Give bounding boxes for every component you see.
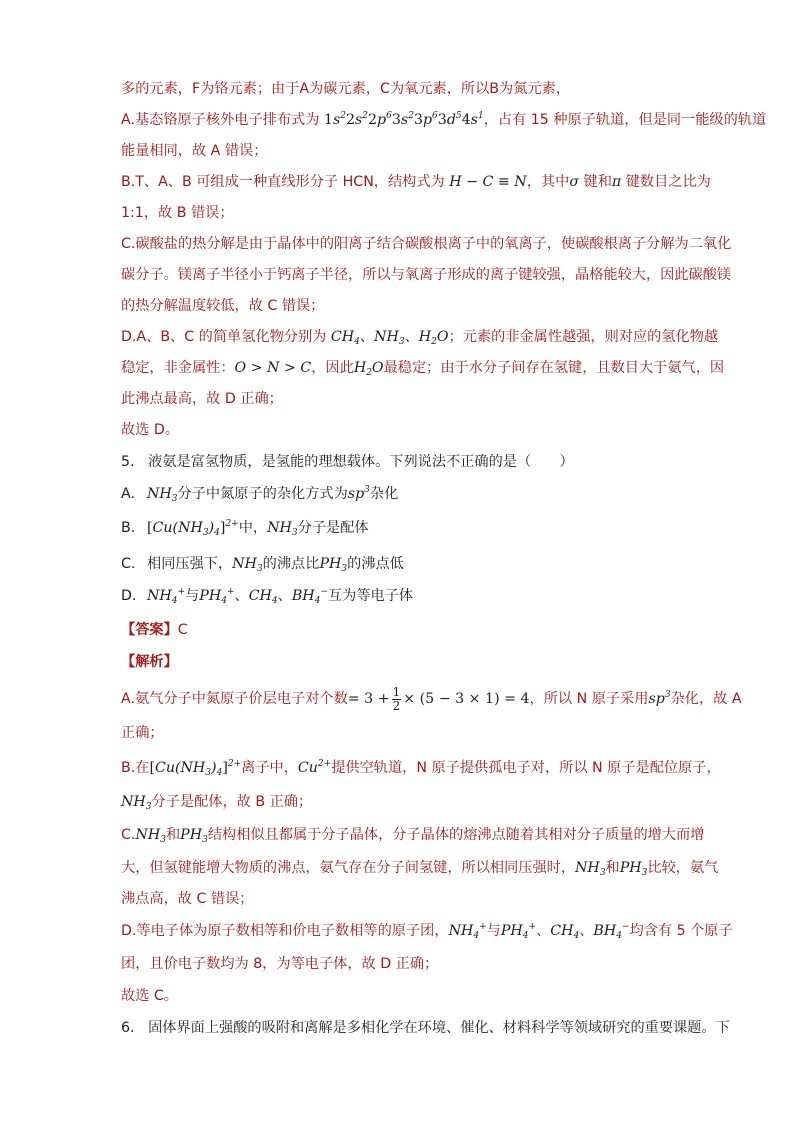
analysis-text: 故选 D。 (121, 422, 179, 438)
formula: $CH_4$ (248, 588, 278, 606)
question-5-stem (121, 451, 574, 473)
formula: $NH_3$ (121, 794, 152, 812)
analysis-text: 比较，氨气 (647, 860, 719, 876)
analysis-text: ，所以 N 原子采用 (529, 691, 649, 707)
formula: $NH_3$ (267, 520, 298, 538)
option-text: 互为等电子体 (327, 588, 414, 604)
analysis-line (121, 233, 731, 255)
analysis-line-b (121, 757, 721, 779)
option-text: 分子中氮原子的杂化方式为 (177, 486, 348, 502)
analysis-text: 杂化，故 A (670, 691, 742, 707)
analysis-text: 均含有 5 个原子 (629, 923, 733, 939)
analysis-line (121, 985, 178, 1007)
formula: $NH_3$ (374, 329, 405, 347)
analysis-text: 和 (165, 827, 181, 843)
option-label: A. (121, 486, 135, 502)
formula: $NH_4^+$ (448, 922, 487, 941)
analysis-heading (121, 651, 178, 673)
option-b (121, 517, 369, 539)
analysis-line (121, 357, 724, 379)
analysis-text: 最稳定；由于水分子间存在氢键，且数目大于氨气，因 (383, 360, 725, 376)
analysis-text: D.等电子体为原子数相等和价电子数相等的原子团， (121, 923, 449, 939)
formula: σ (569, 174, 579, 190)
analysis-text: 和 (605, 860, 620, 876)
question-text: 固体界面上强酸的吸附和离解是多相化学在环境、催化、材料科学等领域研究的重要课题。下 (148, 1020, 730, 1036)
separator: 、 (277, 588, 292, 604)
analysis-text: A.基态铬原子核外电子排布式为 (121, 112, 324, 128)
separator: 、 (579, 923, 594, 939)
formula: $H_2O$ (418, 329, 449, 347)
analysis-text: 正确； (121, 725, 164, 741)
analysis-text: D.A、B、C 的简单氢化物分别为 (121, 329, 331, 345)
formula: $sp^3$ (648, 690, 671, 707)
analysis-line (121, 791, 312, 813)
analysis-text: 大，但氢键能增大物质的沸点，氨气存在分子间氢键，所以相同压强时， (121, 860, 576, 876)
formula: $Cu^{2+}$ (297, 759, 332, 776)
formula: $NH_3$ (135, 827, 166, 845)
analysis-line (121, 419, 179, 441)
analysis-text: 键数目之比为 (621, 174, 711, 190)
option-text: 相同压强下， (147, 556, 233, 572)
analysis-line-a (121, 685, 742, 713)
analysis-text: B.在 (121, 760, 150, 776)
analysis-line (121, 857, 718, 879)
analysis-line-b (121, 171, 711, 193)
analysis-label: 【解析】 (121, 654, 178, 670)
separator: 、 (536, 923, 551, 939)
analysis-line-d (121, 920, 733, 942)
analysis-line (121, 722, 164, 744)
analysis-line (121, 140, 267, 162)
question-6-stem (121, 1017, 730, 1039)
analysis-text: 多的元素，F为铬元素；由于A为碳元素，C为氧元素，所以B为氮元素， (121, 81, 570, 97)
answer-line (121, 619, 188, 641)
analysis-text: 稳定，非金属性： (121, 360, 235, 376)
option-label: D. (121, 588, 137, 604)
formula: π (611, 174, 622, 190)
analysis-text: 与 (486, 923, 501, 939)
formula: $PH_3$ (619, 860, 648, 878)
answer-label: 【答案】 (121, 622, 178, 638)
analysis-line (121, 388, 283, 410)
analysis-text: B.T、A、B 可组成一种直线形分子 HCN，结构式为 (121, 174, 450, 190)
option-label: C. (121, 556, 136, 572)
formula: $NH_4^+$ (147, 587, 186, 606)
formula: $1s^22s^22p^63s^23p^63d^54s^1$ (323, 111, 484, 128)
analysis-text: 键和 (579, 174, 612, 190)
question-number: 5. (121, 454, 135, 470)
analysis-line (121, 78, 570, 100)
analysis-line (121, 295, 324, 317)
analysis-line (121, 953, 438, 975)
formula: $NH_3$ (575, 860, 606, 878)
analysis-text: 提供空轨道，N 原子提供孤电子对，所以 N 原子是配位原子， (331, 760, 721, 776)
formula: $CH_4$ (550, 923, 580, 941)
formula: = 3 + $\frac{1}{2}$ × (5 − 3 × 1) = 4 (347, 684, 530, 713)
analysis-text: 故选 C。 (121, 988, 178, 1004)
option-text: 的沸点比 (262, 556, 320, 572)
analysis-text: 分子是配体，故 B 正确； (151, 794, 313, 810)
analysis-text: ，其中 (526, 174, 570, 190)
analysis-text: ，因此 (311, 360, 354, 376)
question-text: 液氨是富氢物质，是氢能的理想载体。下列说法不正确的是（ ） (148, 454, 574, 470)
analysis-text: 此沸点最高，故 D 正确； (121, 391, 283, 407)
option-text: 杂化 (369, 486, 399, 502)
analysis-line (121, 202, 234, 224)
analysis-line (121, 264, 731, 286)
formula: $[Cu(NH_3)_4]^{2+}$ (149, 759, 242, 778)
analysis-line-c (121, 824, 704, 846)
formula: $NH_3$ (147, 486, 178, 504)
analysis-text: 离子中， (241, 760, 298, 776)
option-text: 与 (185, 588, 200, 604)
formula: O > N > C (234, 360, 312, 376)
formula: H − C ≡ N (449, 174, 527, 190)
option-c (121, 553, 404, 575)
analysis-text: 能量相同，故 A 错误； (121, 143, 268, 159)
analysis-text: 沸点高，故 C 错误； (121, 891, 254, 907)
formula: $BH_4^-$ (593, 922, 630, 941)
question-number: 6. (121, 1020, 135, 1036)
analysis-text: A.氨气分子中氮原子价层电子对个数 (121, 691, 348, 707)
option-d (121, 585, 413, 607)
option-label: B. (121, 520, 136, 536)
answer-value: C (177, 622, 188, 638)
formula: $PH_3$ (180, 827, 208, 845)
formula: $sp^3$ (347, 485, 370, 502)
separator: 、 (234, 588, 249, 604)
formula: $PH_4^+$ (500, 922, 537, 941)
analysis-line-d: D.A、B、C 的简单氢化物分别为 $CH_4$、$NH_3$、$H_2O$；元素的非金属性越强，则对应的氢化物越 (121, 329, 719, 347)
option-text: 中， (238, 520, 268, 536)
formula: $PH_4^+$ (199, 587, 235, 606)
analysis-text: 团，且价电子数均为 8，为等电子体，故 D 正确； (121, 956, 439, 972)
formula: $NH_3$ (232, 556, 263, 574)
analysis-text: ，占有 15 种原子轨道，但是同一能级的轨道 (483, 112, 767, 128)
analysis-line-a (121, 109, 766, 131)
analysis-text: ；元素的非金属性越强，则对应的氢化物越 (448, 329, 719, 345)
formula: $BH_4^-$ (291, 587, 328, 606)
analysis-text: 1:1，故 B 错误； (121, 205, 234, 221)
formula: $CH_4$ (330, 329, 360, 347)
formula: $[Cu(NH_3)_4]^{2+}$ (147, 519, 239, 538)
analysis-text: 的热分解温度较低，故 C 错误； (121, 298, 325, 314)
analysis-text: 碳分子。镁离子半径小于钙离子半径，所以与氧离子形成的离子键较强，晶格能较大，因此碳酸镁 (121, 267, 732, 283)
analysis-text: C.碳酸盐的热分解是由于晶体中的阳离子结合碳酸根离子中的氧离子，使碳酸根离子分解为二氧化 (121, 236, 732, 252)
formula: $PH_3$ (319, 556, 348, 574)
analysis-text: 结构相似且都属于分子晶体，分子晶体的熔沸点随着其相对分子质量的增大而增 (207, 827, 705, 843)
option-a (121, 483, 398, 505)
option-text: 的沸点低 (347, 556, 404, 572)
option-text: 分子是配体 (297, 520, 369, 536)
analysis-text: C. (121, 827, 136, 843)
formula: $H_2O$ (353, 360, 384, 378)
analysis-line (121, 888, 253, 910)
